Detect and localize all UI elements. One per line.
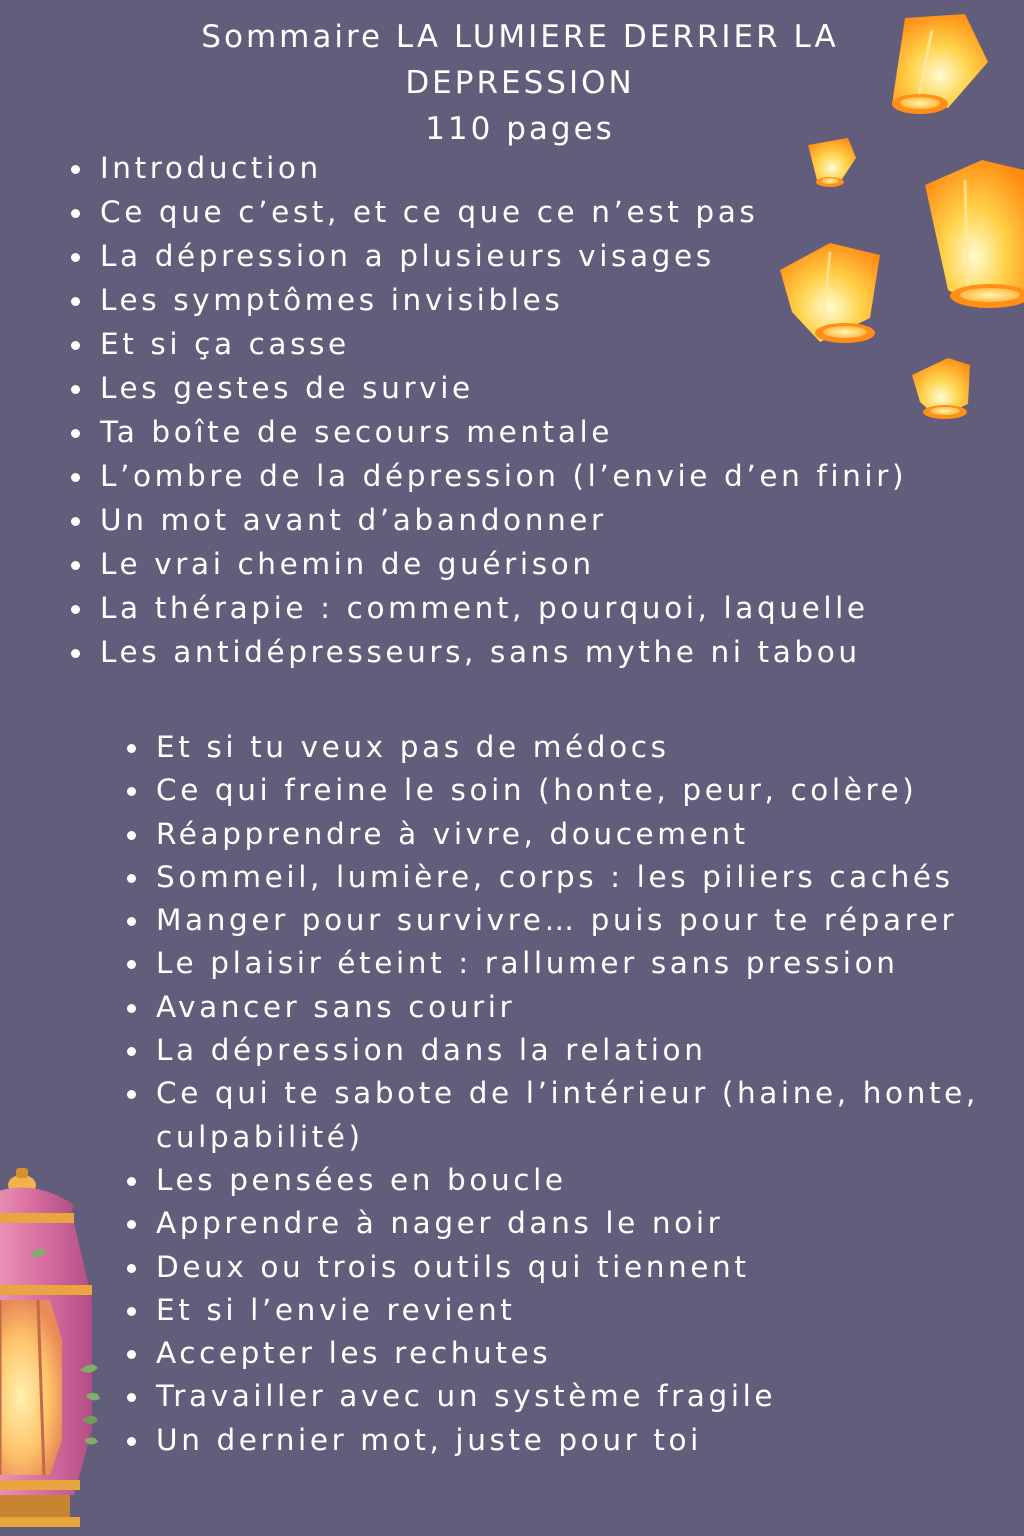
list-item xyxy=(156,1029,1006,1072)
bullet-icon xyxy=(127,1307,136,1316)
list-item xyxy=(100,498,907,542)
list-item xyxy=(156,1375,1006,1418)
bullet-icon xyxy=(71,297,80,306)
list-item xyxy=(100,190,907,234)
list-item xyxy=(156,726,1006,769)
list-item xyxy=(156,813,1006,856)
bullet-icon xyxy=(71,429,80,438)
list-item-label: Deux ou trois outils qui tiennent xyxy=(156,1249,750,1284)
list-item-label: Ta boîte de secours mentale xyxy=(100,415,614,449)
list-item-label: Et si l’envie revient xyxy=(156,1292,516,1327)
list-item xyxy=(156,986,1006,1029)
list-item-label: L’ombre de la dépression (l’envie d’en finir) xyxy=(100,459,908,493)
table-of-contents-part-1 xyxy=(100,146,907,674)
list-item-label: La dépression a plusieurs visages xyxy=(100,239,715,273)
list-item xyxy=(100,278,907,322)
oriental-lamp-icon xyxy=(0,1168,100,1527)
list-item-label: Ce qui freine le soin (honte, peur, colère) xyxy=(156,773,918,808)
list-item xyxy=(156,1072,1006,1159)
bullet-icon xyxy=(127,874,136,883)
list-item-label: Un mot avant d’abandonner xyxy=(100,503,607,537)
bullet-icon xyxy=(127,831,136,840)
bullet-icon xyxy=(127,1004,136,1013)
bullet-icon xyxy=(127,1177,136,1186)
list-item-label: Les symptômes invisibles xyxy=(100,283,564,317)
list-item-label: Ce qui te sabote de l’intérieur (haine, honte, culpabilité) xyxy=(156,1076,979,1154)
list-item-label: Un dernier mot, juste pour toi xyxy=(156,1422,702,1457)
list-item-label: Sommeil, lumière, corps : les piliers cachés xyxy=(156,859,954,894)
list-item xyxy=(100,146,907,190)
list-item-label: Les pensées en boucle xyxy=(156,1162,567,1197)
bullet-icon xyxy=(71,253,80,262)
list-item-label: Réapprendre à vivre, doucement xyxy=(156,816,749,851)
list-item-label: Accepter les rechutes xyxy=(156,1336,552,1371)
list-item xyxy=(100,366,907,410)
list-item-label: Apprendre à nager dans le noir xyxy=(156,1206,724,1241)
list-item xyxy=(100,630,907,674)
bullet-icon xyxy=(71,473,80,482)
table-of-contents-part-2 xyxy=(156,726,1006,1462)
list-item xyxy=(156,942,1006,985)
title-line-2: DEPRESSION xyxy=(405,65,635,101)
title-line-3: 110 pages xyxy=(425,111,615,147)
list-item xyxy=(100,234,907,278)
bullet-icon xyxy=(71,165,80,174)
list-item-label: Manger pour survivre… puis pour te réparer xyxy=(156,903,958,938)
bullet-icon xyxy=(127,1047,136,1056)
list-item-label: Ce que c’est, et ce que ce n’est pas xyxy=(100,195,759,229)
list-item xyxy=(156,1246,1006,1289)
list-item-label: Et si tu veux pas de médocs xyxy=(156,730,670,764)
list-item xyxy=(100,586,907,630)
list-item-label: Les gestes de survie xyxy=(100,371,474,405)
list-item-label: Le vrai chemin de guérison xyxy=(100,547,595,581)
bullet-icon xyxy=(127,744,136,753)
list-item xyxy=(100,410,907,454)
list-item xyxy=(156,899,1006,942)
title-line-1: Sommaire LA LUMIERE DERRIER LA xyxy=(201,19,839,55)
list-item xyxy=(156,856,1006,899)
bullet-icon xyxy=(71,341,80,350)
sky-lantern-icon xyxy=(912,358,970,419)
list-item xyxy=(100,542,907,586)
bullet-icon xyxy=(71,561,80,570)
bullet-icon xyxy=(71,605,80,614)
list-item-label: Travailler avec un système fragile xyxy=(156,1379,777,1414)
list-item-label: Avancer sans courir xyxy=(156,989,516,1024)
list-item xyxy=(156,1202,1006,1245)
sky-lantern-icon xyxy=(892,14,988,114)
list-item xyxy=(156,769,1006,812)
bullet-icon xyxy=(127,1437,136,1446)
list-item-label: Et si ça casse xyxy=(100,327,350,361)
list-item xyxy=(100,454,907,498)
bullet-icon xyxy=(71,649,80,658)
sky-lantern-icon xyxy=(925,160,1024,308)
bullet-icon xyxy=(127,1264,136,1273)
list-item xyxy=(156,1289,1006,1332)
list-item-label: Le plaisir éteint : rallumer sans pression xyxy=(156,946,899,981)
bullet-icon xyxy=(71,385,80,394)
list-item xyxy=(156,1419,1006,1462)
page-title xyxy=(180,14,860,152)
list-item xyxy=(100,322,907,366)
bullet-icon xyxy=(71,209,80,218)
list-item-label: Les antidépresseurs, sans mythe ni tabou xyxy=(100,635,861,669)
list-item-label: La thérapie : comment, pourquoi, laquelle xyxy=(100,591,869,625)
list-item-label: Introduction xyxy=(100,151,322,185)
bullet-icon xyxy=(71,517,80,526)
list-item xyxy=(156,1159,1006,1202)
list-item-label: La dépression dans la relation xyxy=(156,1033,707,1068)
list-item xyxy=(156,1332,1006,1375)
